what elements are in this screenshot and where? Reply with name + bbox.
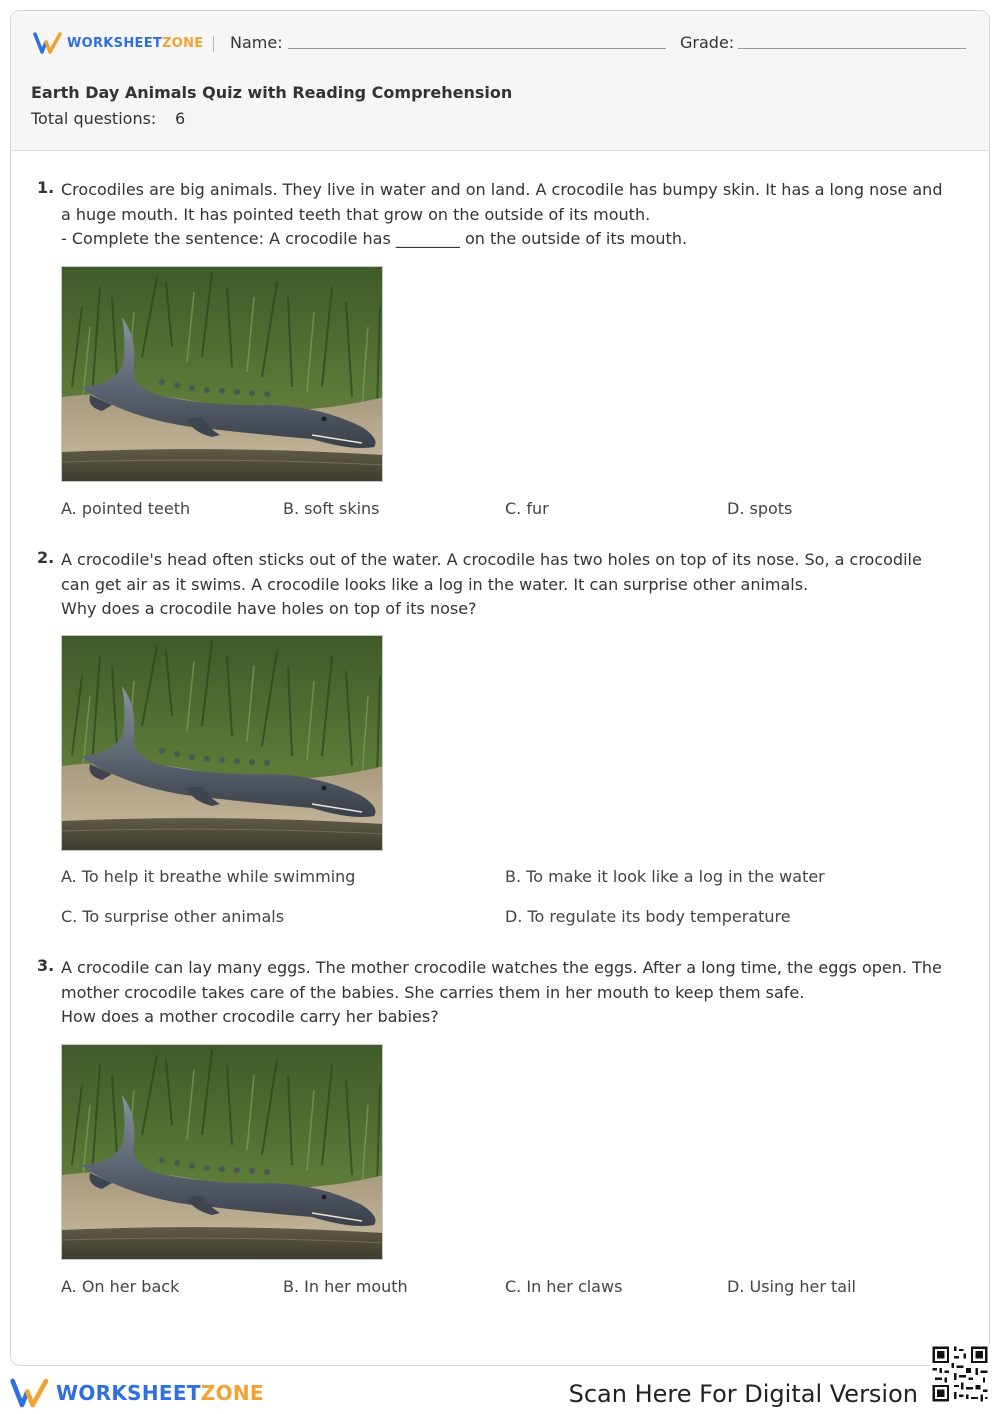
question-text — [61, 178, 951, 252]
answer-option[interactable]: D. Using her tail — [727, 1277, 856, 1296]
answer-option[interactable]: C. In her claws — [505, 1277, 623, 1296]
answer-option[interactable]: D. spots — [727, 499, 793, 518]
qr-code-icon[interactable] — [930, 1344, 990, 1404]
name-field[interactable] — [288, 48, 666, 49]
answer-option[interactable]: D. To regulate its body temperature — [505, 907, 791, 926]
crocodile-photo — [61, 1044, 383, 1260]
worksheet-title: Earth Day Animals Quiz with Reading Comprehension — [31, 83, 513, 102]
answer-option[interactable]: B. soft skins — [283, 499, 380, 518]
answer-option[interactable]: C. To surprise other animals — [61, 907, 285, 926]
footer-brand-name: WORKSHEETZONE — [56, 1381, 264, 1405]
worksheetzone-logo-icon — [10, 1378, 50, 1408]
answer-option[interactable]: A. pointed teeth — [61, 499, 191, 518]
scan-instruction: Scan Here For Digital Version — [568, 1380, 918, 1408]
question-passage: A crocodile can lay many eggs. The mother crocodile watches the eggs. After a long time, the eggs open. The mother crocodile takes care of the babies. She carries them in her mouth to keep them safe. — [61, 958, 942, 1002]
total-questions-label: Total questions: — [31, 109, 157, 128]
answer-option[interactable]: C. fur — [505, 499, 549, 518]
crocodile-photo — [61, 266, 383, 482]
grade-label: Grade: — [680, 33, 735, 52]
question-text — [61, 956, 951, 1030]
question-number: 3. — [37, 956, 55, 975]
worksheetzone-logo-icon — [33, 32, 63, 54]
worksheet-header — [11, 11, 989, 151]
answer-option[interactable]: B. In her mouth — [283, 1277, 408, 1296]
answer-option[interactable]: A. To help it breathe while swimming — [61, 867, 356, 886]
grade-field[interactable] — [738, 48, 966, 49]
question-prompt: Why does a crocodile have holes on top of its nose? — [61, 599, 477, 618]
total-questions-value: 6 — [175, 109, 186, 128]
worksheet-sheet — [10, 10, 990, 1366]
question-number: 2. — [37, 548, 55, 567]
brand-name: WORKSHEETZONE — [67, 35, 204, 51]
question-passage: Crocodiles are big animals. They live in water and on land. A crocodile has bumpy skin. It has a long nose and a huge mouth. It has pointed teeth that grow on the outside of its mouth. — [61, 180, 943, 224]
crocodile-photo — [61, 635, 383, 851]
question-prompt: How does a mother crocodile carry her babies? — [61, 1007, 439, 1026]
header-divider — [213, 36, 214, 52]
question-passage: A crocodile's head often sticks out of the water. A crocodile has two holes on top of its nose. So, a crocodile can get air as it swims. A crocodile looks like a log in the water. It can surprise other animals. — [61, 550, 922, 594]
footer-brand — [10, 1376, 264, 1410]
answer-option[interactable]: B. To make it look like a log in the water — [505, 867, 825, 886]
header-brand — [33, 31, 204, 55]
question-number: 1. — [37, 178, 55, 197]
question-text — [61, 548, 951, 622]
answer-option[interactable]: A. On her back — [61, 1277, 180, 1296]
question-prompt: - Complete the sentence: A crocodile has ________ on the outside of its mouth. — [61, 229, 688, 248]
name-label: Name: — [230, 33, 283, 52]
